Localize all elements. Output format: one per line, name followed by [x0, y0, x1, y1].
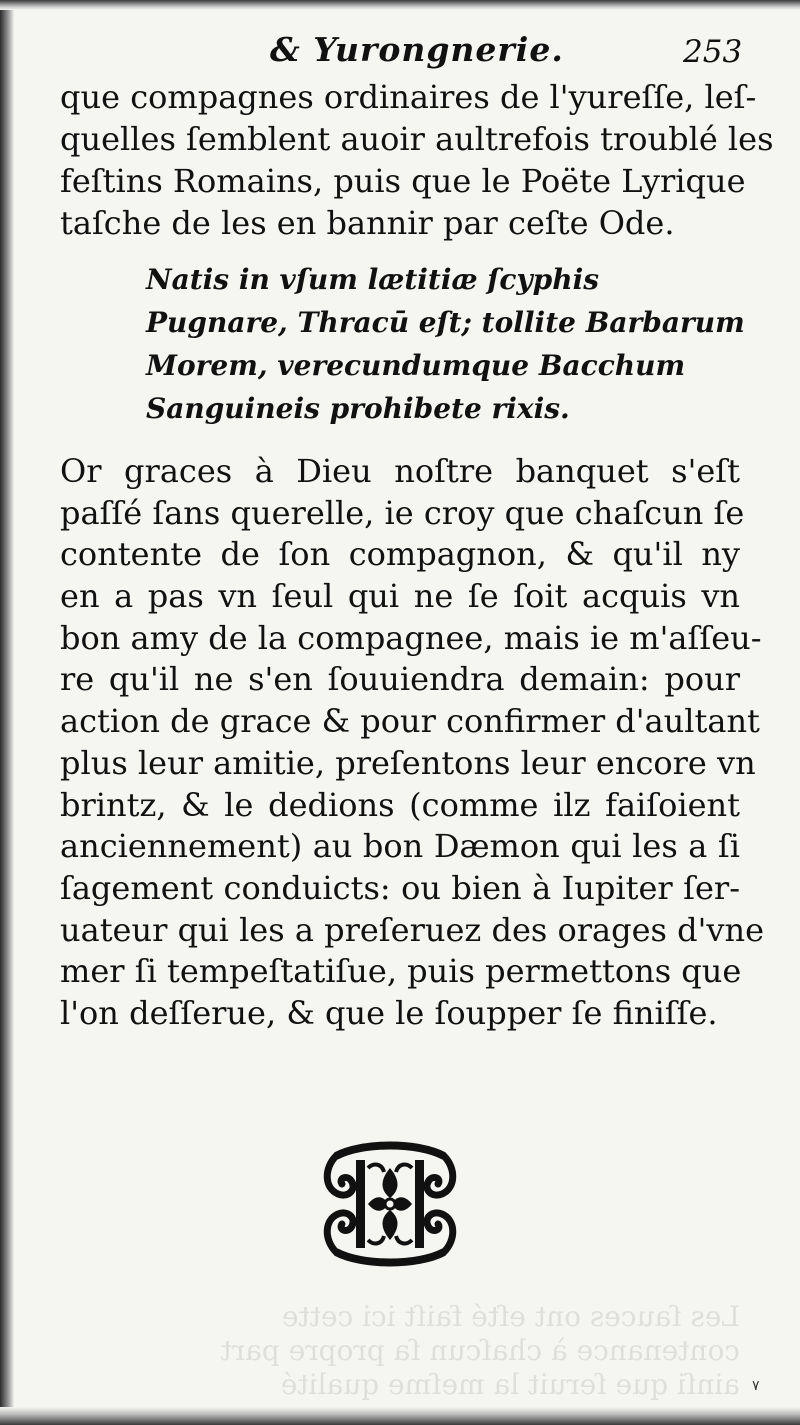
text-line: l'on deſſerue, & que le ſoupper ſe finiſſe.: [60, 993, 718, 1032]
verse-line: Sanguineis prohibete rixis.: [146, 392, 570, 425]
page-left-shadow: [0, 0, 14, 1425]
text-line: paſſé ſans querelle, ie croy que chaſcun ſe: [60, 493, 745, 532]
text-line: feſtins Romains, puis que le Poëte Lyrique: [60, 162, 746, 200]
text-line: quelles ſemblent auoir aultrefois troublé les: [60, 120, 774, 158]
text-line: bon amy de la compagnee, mais ie m'aſſeu-: [60, 618, 762, 657]
text-line: que compagnes ordinaires de l'yureſſe, leſ-: [60, 78, 757, 116]
page-number: 253: [683, 34, 743, 70]
verse-line: Pugnare, Thracū eſt; tollite Barbarum: [146, 306, 745, 339]
text-line: re qu'il ne s'en ſouuiendra demain: pour: [60, 660, 740, 699]
text-line: action de grace & pour confirmer d'aultant: [60, 702, 760, 741]
verse-line: Natis in vſum lætitiæ ſcyphis: [146, 263, 600, 296]
stray-mark: ٧: [752, 1378, 760, 1394]
latin-verse: [146, 258, 746, 430]
text-line: en a pas vn ſeul qui ne ſe ſoit acquis vn: [60, 577, 740, 616]
page-top-shadow: [0, 0, 800, 10]
paragraph-1: [60, 76, 774, 244]
text-line: anciennement) au bon Dæmon qui les a ſi: [60, 827, 740, 866]
running-head: & Yurongnerie.: [270, 30, 564, 69]
text-line: contente de ſon compagnon, & qu'il ny: [60, 535, 740, 574]
text-line: Or graces à Dieu noſtre banquet s'eſt: [60, 452, 740, 490]
text-line: mer ſi tempeſtatiſue, puis permettons que: [60, 952, 742, 991]
bleed-through-text: Les ſauces ont eſté faiſt ici cette contenance à chaſcun ſa propre part ainſi que ſeruit la meſme qualité: [220, 1300, 740, 1401]
paragraph-2: [60, 451, 765, 1035]
text-line: plus leur amitie, preſentons leur encore vn: [60, 743, 756, 782]
text-line: ſagement conduicts: ou bien à Iupiter ſer-: [60, 868, 740, 907]
text-line: brintz, & le dedions (comme ilz faiſoient: [60, 785, 740, 824]
page-bottom-shadow: [0, 1407, 800, 1425]
printers-ornament: [322, 1138, 458, 1270]
text-line: taſche de les en bannir par ceſte Ode.: [60, 204, 675, 242]
text-line: uateur qui les a preſeruez des orages d'vne: [60, 910, 765, 949]
verse-line: Morem, verecundumque Bacchum: [146, 349, 686, 382]
